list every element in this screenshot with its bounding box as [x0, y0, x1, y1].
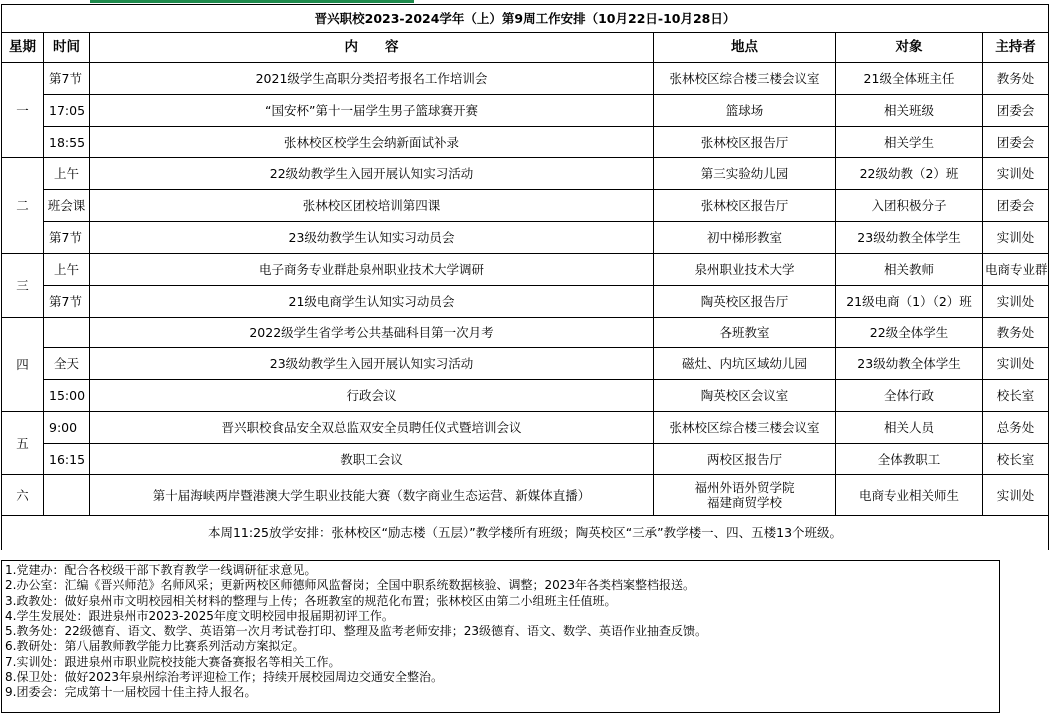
location-cell: 第三实验幼儿园 — [654, 158, 836, 190]
content-cell: 23级幼教学生入园开展认知实习活动 — [90, 348, 654, 380]
content-cell: 行政会议 — [90, 380, 654, 412]
table-row — [2, 63, 1049, 95]
table-row — [2, 95, 1049, 127]
time-cell: 全天 — [44, 348, 90, 380]
header-row — [2, 33, 1049, 63]
host-cell: 总务处 — [983, 412, 1049, 444]
location-cell: 篮球场 — [654, 95, 836, 127]
host-cell: 校长室 — [983, 380, 1049, 412]
table-row — [2, 475, 1049, 516]
time-cell: 上午 — [44, 254, 90, 286]
note-item: 1.党建办：配合各校级干部下教育教学一线调研征求意见。 — [5, 563, 317, 577]
content-cell: 23级幼教学生认知实习动员会 — [90, 222, 654, 254]
header-day: 星期 — [2, 33, 44, 63]
target-cell: 23级幼教全体学生 — [836, 222, 983, 254]
time-cell: 第7节 — [44, 222, 90, 254]
day-cell: 四 — [2, 318, 44, 412]
time-cell: 上午 — [44, 158, 90, 190]
table-row — [2, 222, 1049, 254]
note-item: 5.教务处：22级德育、语文、数学、英语第一次月考试卷打印、整理及监考老师安排；23级德育、语文、数学、英语作业抽查反馈。 — [5, 624, 707, 639]
dismissal-summary: 本周11:25放学安排：张林校区“励志楼（五层）”教学楼所有班级；陶英校区“三承”教学楼一、四、五楼13个班级。 — [2, 516, 1049, 550]
target-cell: 电商专业相关师生 — [836, 475, 983, 516]
table-row — [2, 444, 1049, 475]
location-cell: 张林校区报告厅 — [654, 190, 836, 222]
location-cell: 陶英校区会议室 — [654, 380, 836, 412]
time-cell — [44, 318, 90, 348]
location-cell: 各班教室 — [654, 318, 836, 348]
location-cell: 泉州职业技术大学 — [654, 254, 836, 286]
target-cell: 全体行政 — [836, 380, 983, 412]
location-cell: 陶英校区报告厅 — [654, 286, 836, 318]
table-row — [2, 318, 1049, 348]
target-cell: 23级幼教全体学生 — [836, 348, 983, 380]
content-cell: 张林校区团校培训第四课 — [90, 190, 654, 222]
location-cell: 两校区报告厅 — [654, 444, 836, 475]
note-item: 6.教研处：第八届教师教学能力比赛系列活动方案拟定。 — [5, 639, 305, 654]
header-host: 主持者 — [983, 33, 1049, 63]
note-item: 2.办公室：汇编《晋兴师范》名师风采；更新两校区师德师风监督岗；全国中职系统数据核验、调整；2023年各类档案整档报送。 — [5, 578, 695, 593]
host-cell: 实训处 — [983, 286, 1049, 318]
target-cell: 全体教职工 — [836, 444, 983, 475]
header-location: 地点 — [654, 33, 836, 63]
day-cell: 二 — [2, 158, 44, 254]
target-cell: 21级全体班主任 — [836, 63, 983, 95]
host-cell: 实训处 — [983, 222, 1049, 254]
location-cell: 张林校区综合楼三楼会议室 — [654, 412, 836, 444]
host-cell: 电商专业群 — [983, 254, 1049, 286]
location-line: 福建商贸学校 — [706, 495, 782, 510]
table-row — [2, 286, 1049, 318]
target-cell: 相关人员 — [836, 412, 983, 444]
host-cell: 团委会 — [983, 190, 1049, 222]
content-cell: 2022级学生省学考公共基础科目第一次月考 — [90, 318, 654, 348]
day-cell: 五 — [2, 412, 44, 475]
target-cell: 相关班级 — [836, 95, 983, 127]
location-cell: 磁灶、内坑区域幼儿园 — [654, 348, 836, 380]
time-cell — [44, 475, 90, 516]
table-row — [2, 254, 1049, 286]
time-cell: 9:00 — [44, 412, 90, 444]
time-cell: 17:05 — [44, 95, 90, 127]
host-cell: 实训处 — [983, 158, 1049, 190]
time-cell: 16:15 — [44, 444, 90, 475]
day-cell: 六 — [2, 475, 44, 516]
location-cell: 张林校区综合楼三楼会议室 — [654, 63, 836, 95]
table-row — [2, 127, 1049, 158]
time-cell: 第7节 — [44, 286, 90, 318]
content-cell: 电子商务专业群赴泉州职业技术大学调研 — [90, 254, 654, 286]
location-cell: 张林校区报告厅 — [654, 127, 836, 158]
content-cell: “国安杯”第十一届学生男子篮球赛开赛 — [90, 95, 654, 127]
day-cell: 三 — [2, 254, 44, 318]
schedule-title: 晋兴职校2023-2024学年（上）第9周工作安排（10月22日-10月28日） — [2, 5, 1049, 33]
target-cell: 相关学生 — [836, 127, 983, 158]
time-cell: 18:55 — [44, 127, 90, 158]
department-notes — [1, 560, 1000, 713]
table-row — [2, 158, 1049, 190]
content-cell: 教职工会议 — [90, 444, 654, 475]
table-row — [2, 190, 1049, 222]
target-cell: 入团积极分子 — [836, 190, 983, 222]
target-cell: 22级幼教（2）班 — [836, 158, 983, 190]
top-accent-bar — [90, 0, 414, 3]
header-content: 内 容 — [90, 33, 654, 63]
content-cell: 晋兴职校食品安全双总监双安全员聘任仪式暨培训会议 — [90, 412, 654, 444]
host-cell: 教务处 — [983, 63, 1049, 95]
time-cell: 第7节 — [44, 63, 90, 95]
content-cell: 21级电商学生认知实习动员会 — [90, 286, 654, 318]
host-cell: 实训处 — [983, 348, 1049, 380]
target-cell: 相关教师 — [836, 254, 983, 286]
location-cell: 初中梯形教室 — [654, 222, 836, 254]
note-item: 4.学生发展处：跟进泉州市2023-2025年度文明校园申报届期初评工作。 — [5, 608, 394, 623]
location-cell — [654, 475, 836, 516]
location-line: 福州外语外贸学院 — [694, 480, 795, 495]
time-cell: 班会课 — [44, 190, 90, 222]
host-cell: 校长室 — [983, 444, 1049, 475]
content-cell: 2021级学生高职分类招考报名工作培训会 — [90, 63, 654, 95]
table-row — [2, 412, 1049, 444]
time-cell: 15:00 — [44, 380, 90, 412]
target-cell: 21级电商（1）（2）班 — [836, 286, 983, 318]
host-cell: 团委会 — [983, 95, 1049, 127]
content-cell: 第十届海峡两岸暨港澳大学生职业技能大赛（数字商业生态运营、新媒体直播） — [90, 475, 654, 516]
host-cell: 团委会 — [983, 127, 1049, 158]
note-item: 9.团委会：完成第十一届校园十佳主持人报名。 — [5, 685, 257, 700]
note-item: 3.政教处：做好泉州市文明校园相关材料的整理与上传；各班教室的规范化布置；张林校区由第二小组班主任值班。 — [5, 593, 617, 608]
header-target: 对象 — [836, 33, 983, 63]
content-cell: 22级幼教学生入园开展认知实习活动 — [90, 158, 654, 190]
content-cell: 张林校区校学生会纳新面试补录 — [90, 127, 654, 158]
schedule-table — [1, 4, 1049, 550]
host-cell: 实训处 — [983, 475, 1049, 516]
table-row — [2, 380, 1049, 412]
day-cell: 一 — [2, 63, 44, 158]
note-item: 7.实训处：跟进泉州市职业院校技能大赛备赛报名等相关工作。 — [5, 654, 341, 669]
host-cell: 教务处 — [983, 318, 1049, 348]
target-cell: 22级全体学生 — [836, 318, 983, 348]
header-time: 时间 — [44, 33, 90, 63]
note-item: 8.保卫处：做好2023年泉州综治考评迎检工作；持续开展校园周边交通安全整治。 — [5, 670, 443, 685]
table-row — [2, 348, 1049, 380]
